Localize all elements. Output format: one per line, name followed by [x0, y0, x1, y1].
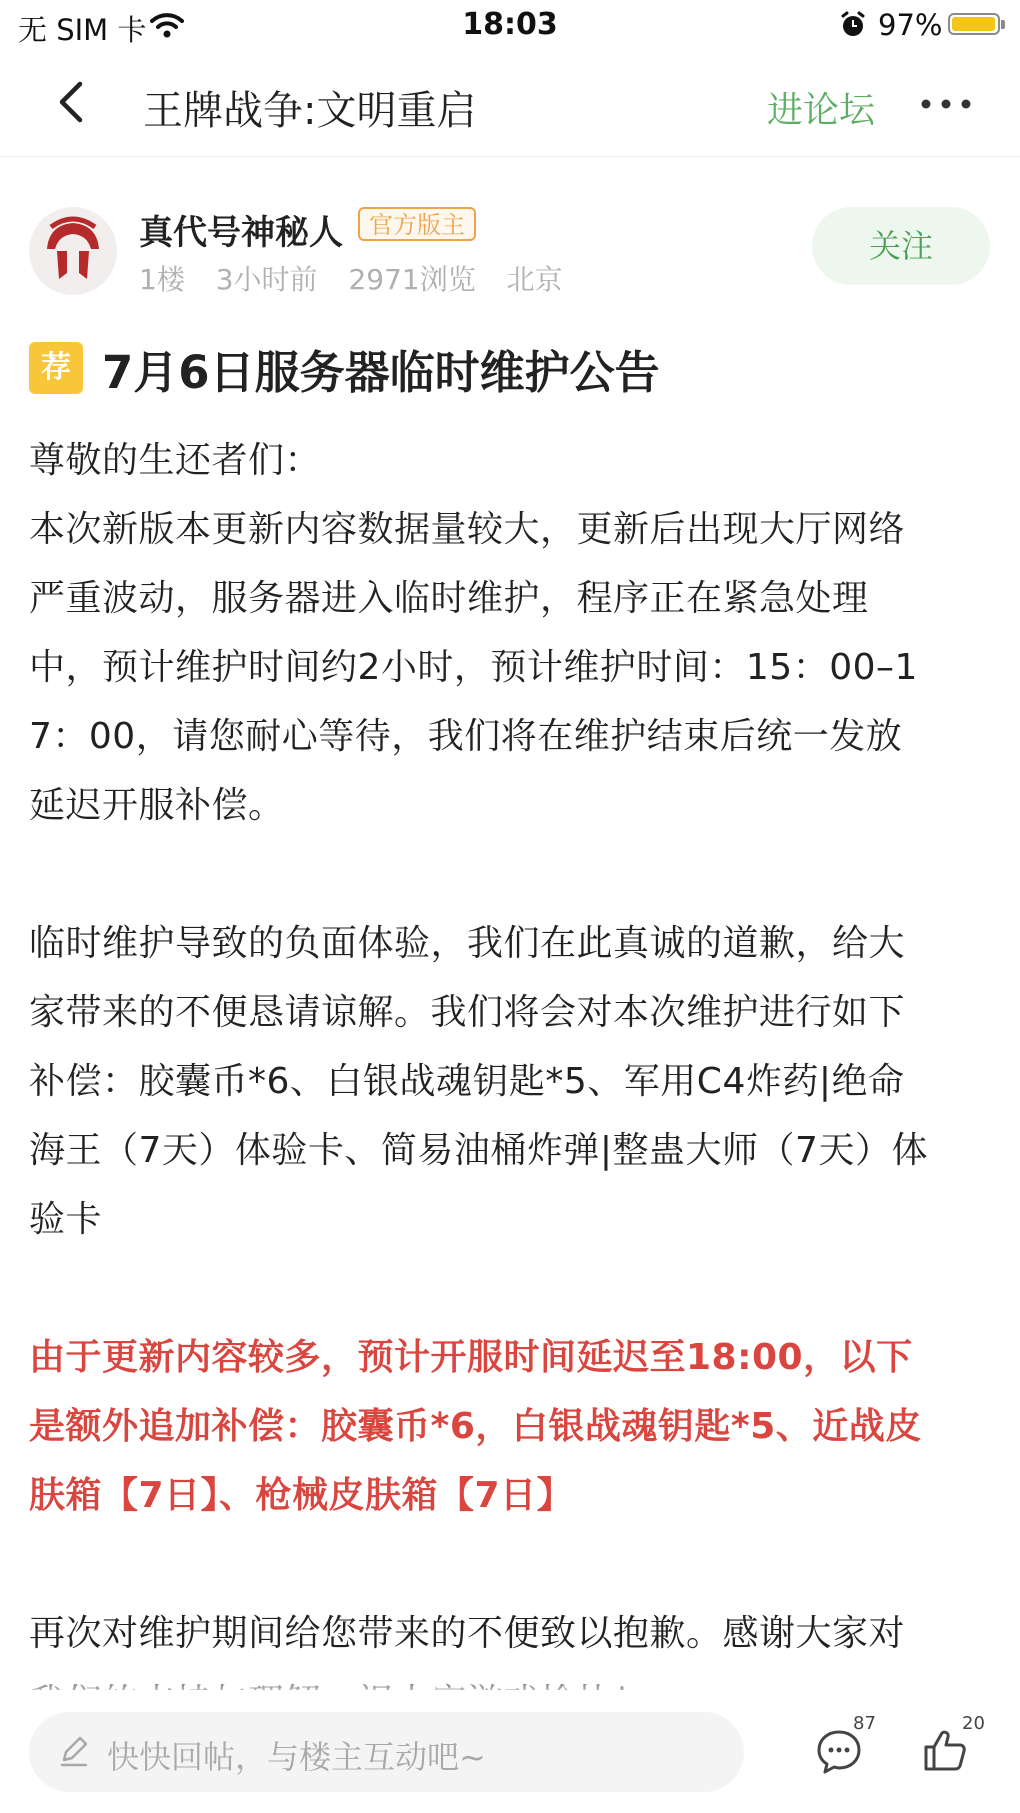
recommended-badge: 荐	[29, 342, 83, 394]
body-line: 验卡	[29, 1199, 103, 1240]
status-bar	[0, 0, 1020, 52]
battery-icon	[948, 13, 1000, 35]
carrier-label: 无 SIM 卡	[18, 13, 147, 47]
highlight-line: 由于更新内容较多，预计开服时间延迟至18:00，以下	[29, 1337, 913, 1378]
pen-icon	[58, 1734, 90, 1768]
nav-bar	[0, 52, 1020, 157]
more-icon[interactable]	[918, 82, 974, 126]
forum-link[interactable]: 进论坛	[767, 90, 876, 131]
body-line: 严重波动，服务器进入临时维护，程序正在紧急处理	[29, 578, 869, 619]
body-line: 临时维护导致的负面体验，我们在此真诚的道歉，给大	[29, 923, 906, 964]
like-count: 20	[962, 1713, 985, 1734]
avatar[interactable]	[29, 207, 117, 295]
body-line: 延迟开服补偿。	[29, 785, 285, 826]
time-ago: 3小时前	[215, 263, 318, 296]
spartan-helmet-icon	[29, 207, 117, 295]
post-meta	[139, 258, 585, 298]
back-arrow-icon[interactable]	[50, 74, 100, 130]
paragraph-gap	[29, 840, 991, 909]
alarm-icon	[840, 11, 866, 39]
floor-label: 1楼	[139, 263, 185, 296]
paragraph-gap	[29, 1254, 991, 1323]
body-line: 家带来的不便恳请谅解。我们将会对本次维护进行如下	[29, 992, 906, 1033]
clock: 18:03	[462, 7, 558, 42]
page-title: 王牌战争:文明重启	[143, 88, 477, 134]
moderator-badge: 官方版主	[358, 207, 476, 241]
location: 北京	[506, 263, 563, 296]
post-title: 7月6日服务器临时维护公告	[102, 346, 660, 399]
view-count: 2971浏览	[348, 263, 476, 296]
battery-percent: 97%	[878, 8, 943, 42]
body-line: 尊敬的生还者们：	[29, 440, 322, 481]
battery-tip	[1001, 20, 1005, 29]
body-line: 中，预计维护时间约2小时，预计维护时间：15：00–1	[29, 647, 918, 688]
body-line: 7：00，请您耐心等待，我们将在维护结束后统一发放	[29, 716, 903, 757]
battery-level	[952, 17, 995, 31]
body-line: 再次对维护期间给您带来的不便致以抱歉。感谢大家对	[29, 1613, 906, 1654]
post-body	[29, 426, 991, 1684]
body-line: 海王（7天）体验卡、简易油桶炸弹|整蛊大师（7天）体	[29, 1130, 928, 1171]
highlight-line: 肤箱【7日】、枪械皮肤箱【7日】	[29, 1475, 574, 1516]
reply-placeholder[interactable]: 快快回帖，与楼主互动吧~	[107, 1738, 486, 1776]
paragraph-gap	[29, 1530, 991, 1599]
highlight-line: 是额外追加补偿：胶囊币*6，白银战魂钥匙*5、近战皮	[29, 1406, 922, 1447]
comment-count: 87	[853, 1713, 876, 1734]
author-name[interactable]: 真代号神秘人	[139, 213, 343, 253]
body-line: 补偿：胶囊币*6、白银战魂钥匙*5、军用C4炸药|绝命	[29, 1061, 905, 1102]
body-line: 本次新版本更新内容数据量较大，更新后出现大厅网络	[29, 509, 906, 550]
comment-icon[interactable]	[814, 1727, 864, 1777]
follow-button[interactable]: 关注	[812, 207, 990, 285]
